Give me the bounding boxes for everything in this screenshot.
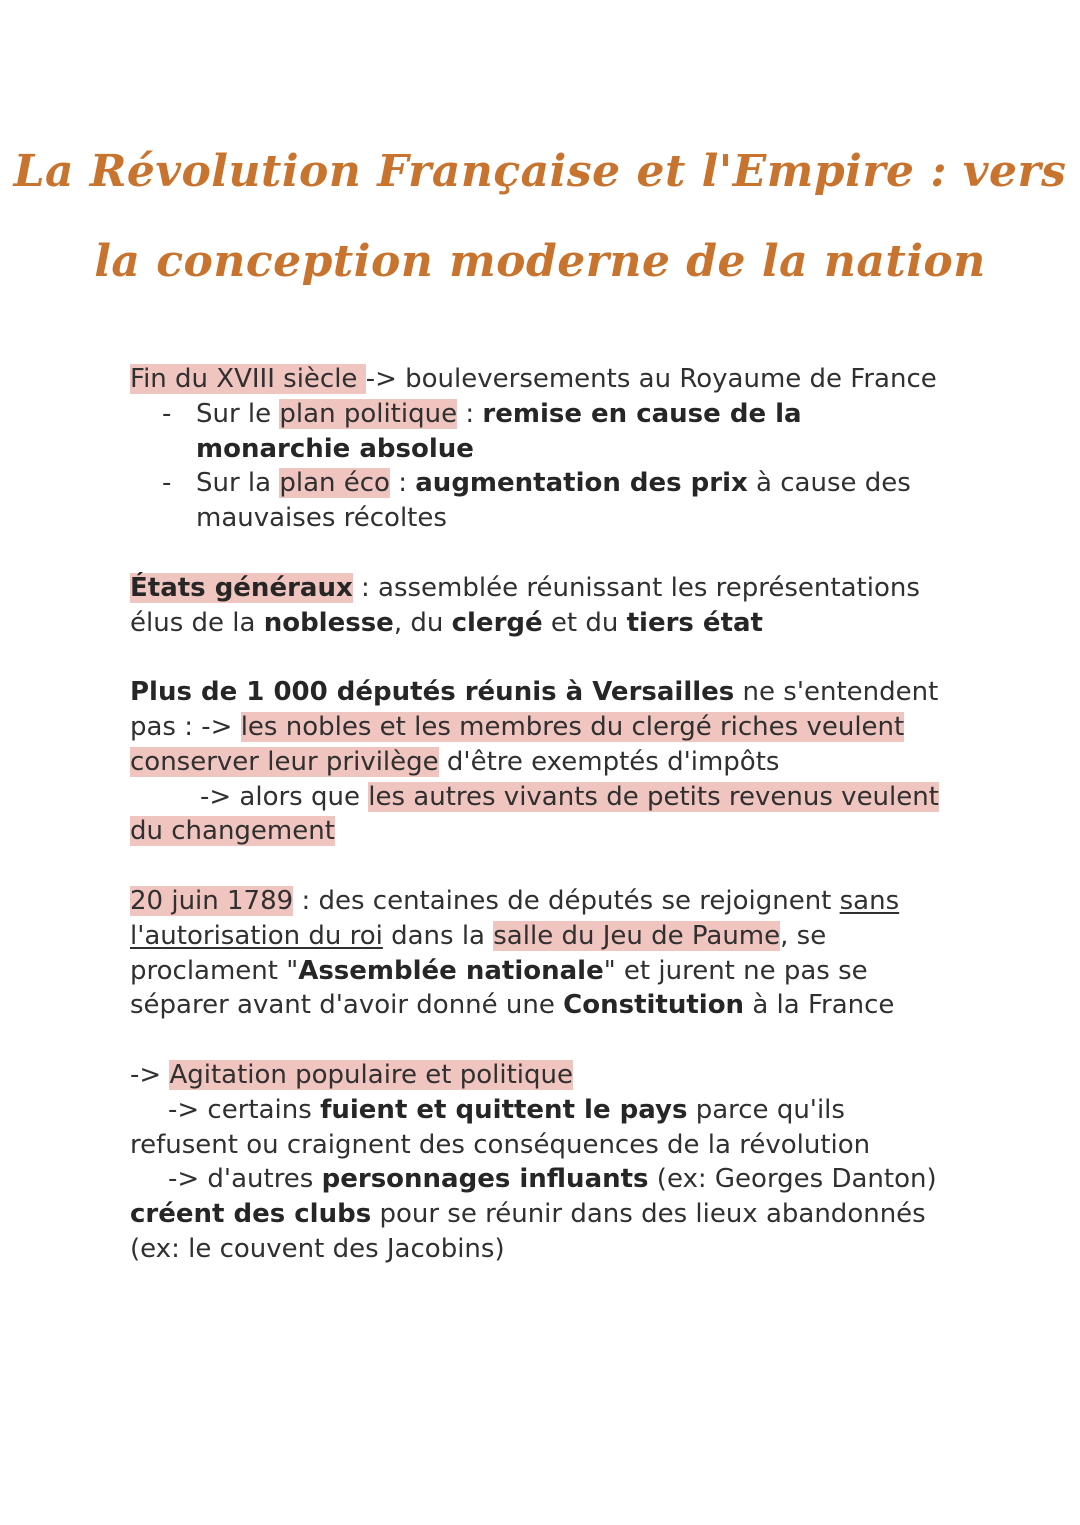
text: d'être exemptés d'impôts [438,746,780,777]
text: Sur la [196,468,280,499]
notes-content [130,362,960,1302]
text: à cause des mauvaises récoltes [196,468,911,534]
context-line [130,362,960,397]
highlight: salle du Jeu de Paume [493,920,781,951]
text: : des centaines de députés se rejoignent [293,885,840,916]
bold-text: personnages influants [321,1164,649,1195]
text: à la France [744,990,895,1021]
agitation-line [130,1058,960,1093]
text: " et jurent ne pas se séparer avant d'avoir donné une [130,955,868,1021]
text: dans la [382,920,494,951]
bold-text: Assemblée nationale [298,955,604,986]
highlight: plan éco [279,468,390,499]
text: , du [393,607,452,638]
list-item-politique [130,397,960,467]
bold-text: fuient et quittent le pays [320,1094,688,1125]
text: parce qu'ils refusent ou craignent des conséquences de la révolution [130,1094,871,1160]
bold-text: remise en cause de la monarchie absolue [196,398,802,464]
text: -> [130,1059,170,1090]
highlight-bold: États généraux [130,572,353,603]
highlight: Fin du XVIII siècle [130,364,366,394]
bold-text: clergé [451,607,543,638]
highlight: Agitation populaire et politique [169,1059,574,1090]
text: : [457,398,483,429]
bold-text: noblesse [263,607,394,638]
underlined-text: sans l'autorisation du roi [130,885,900,951]
bold-text: tiers état [626,607,763,638]
highlight: 20 juin 1789 [130,885,294,916]
text: -> certains [168,1094,321,1125]
deputes-line-2 [130,780,960,850]
highlight: plan politique [279,398,458,429]
highlight: les nobles et les membres du clergé riches veulent conserver leur privilège [130,711,905,777]
text: : assemblée réunissant les représentations élus de la [130,572,920,638]
paragraph-etats-generaux [130,571,960,641]
deputes-line [130,675,960,779]
list-item-eco [130,466,960,536]
agitation-line-3 [130,1162,960,1266]
bold-text: Plus de 1 000 députés réunis à Versailles [130,677,735,708]
page-title-line-2: la conception moderne de la nation [94,236,986,287]
bold-text: créent des clubs [130,1199,372,1230]
text: -> bouleversements au Royaume de France [365,364,937,394]
text: (ex: Georges Danton) [648,1164,937,1195]
text: Sur le [196,398,280,429]
bold-text: Constitution [563,990,745,1021]
text: : [389,468,416,499]
highlight: les autres vivants de petits revenus veulent du changement [130,781,939,847]
paragraph-context [130,362,960,536]
paragraph-jeu-de-paume [130,884,960,1023]
agitation-line-2 [130,1093,960,1163]
text: pour se réunir dans des lieux abandonnés (ex: le couvent des Jacobins) [130,1199,926,1264]
paragraph-agitation [130,1058,960,1267]
page-title-line-1: La Révolution Française et l'Empire : vers [13,146,1067,197]
text: , se proclament " [130,920,827,986]
text: et du [542,607,627,638]
text: -> alors que [200,781,369,812]
text: ne s'entendent pas : -> [130,677,939,742]
text: -> d'autres [168,1164,322,1195]
bold-text: augmentation des prix [415,468,748,499]
dash-list [130,397,960,536]
paragraph-deputes [130,675,960,849]
